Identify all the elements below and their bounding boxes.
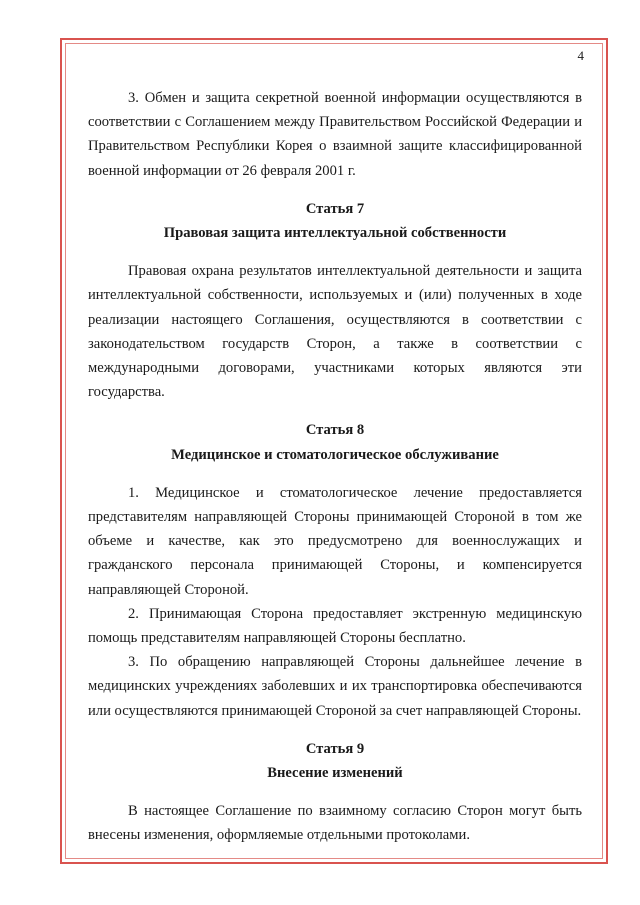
article-7-title: Правовая защита интеллектуальной собственности <box>163 225 507 242</box>
article-7-paragraph: Правовая охрана результатов интеллектуальной деятельности и защита интеллектуальной собственности, используемых и (или) полученных в ходе реализации настоящего Соглашения, осуществляются в соответствии с законодательством государств Сторон, а также в соответствии с международными договорами, участниками которых являются эти государства. <box>88 263 582 401</box>
article-8-number: Статья 8 <box>305 422 365 439</box>
article-8-paragraph-3: 3. По обращению направляющей Стороны дальнейшее лечение в медицинских учреждениях заболевших и их транспортировка обеспечиваются или осуществляются принимающей Стороной за счет направляющей Стороны. <box>88 654 582 719</box>
paragraph-secret-info: 3. Обмен и защита секретной военной информации осуществляются в соответствии с Соглашением между Правительством Российской Федерации и Правительством Республики Корея о взаимной защите классифицированной военной информации от 26 февраля 2001 г. <box>88 90 582 179</box>
article-7-number: Статья 7 <box>305 200 365 217</box>
article-9-heading <box>88 737 582 785</box>
article-9-title: Внесение изменений <box>267 765 403 782</box>
article-8-paragraph-1: 1. Медицинское и стоматологическое лечение предоставляется представителям направляющей Стороны принимающей Стороной в том же объеме и качестве, как это предусмотрено для военнослужащих и гражданского персонала принимающей Стороны, и компенсируется направляющей Стороной. <box>88 484 582 598</box>
article-8-paragraph-2: 2. Принимающая Сторона предоставляет экстренную медицинскую помощь представителям направляющей Стороны бесплатно. <box>88 605 582 647</box>
article-8-heading <box>88 418 582 466</box>
article-8-title: Медицинское и стоматологическое обслуживание <box>171 446 499 463</box>
article-9-paragraph: В настоящее Соглашение по взаимному согласию Сторон могут быть внесены изменения, оформляемые отдельными протоколами. <box>88 803 582 844</box>
article-7-heading <box>88 197 582 245</box>
document-body <box>88 86 582 848</box>
article-9-number: Статья 9 <box>305 740 365 757</box>
page-number: 4 <box>577 48 584 63</box>
